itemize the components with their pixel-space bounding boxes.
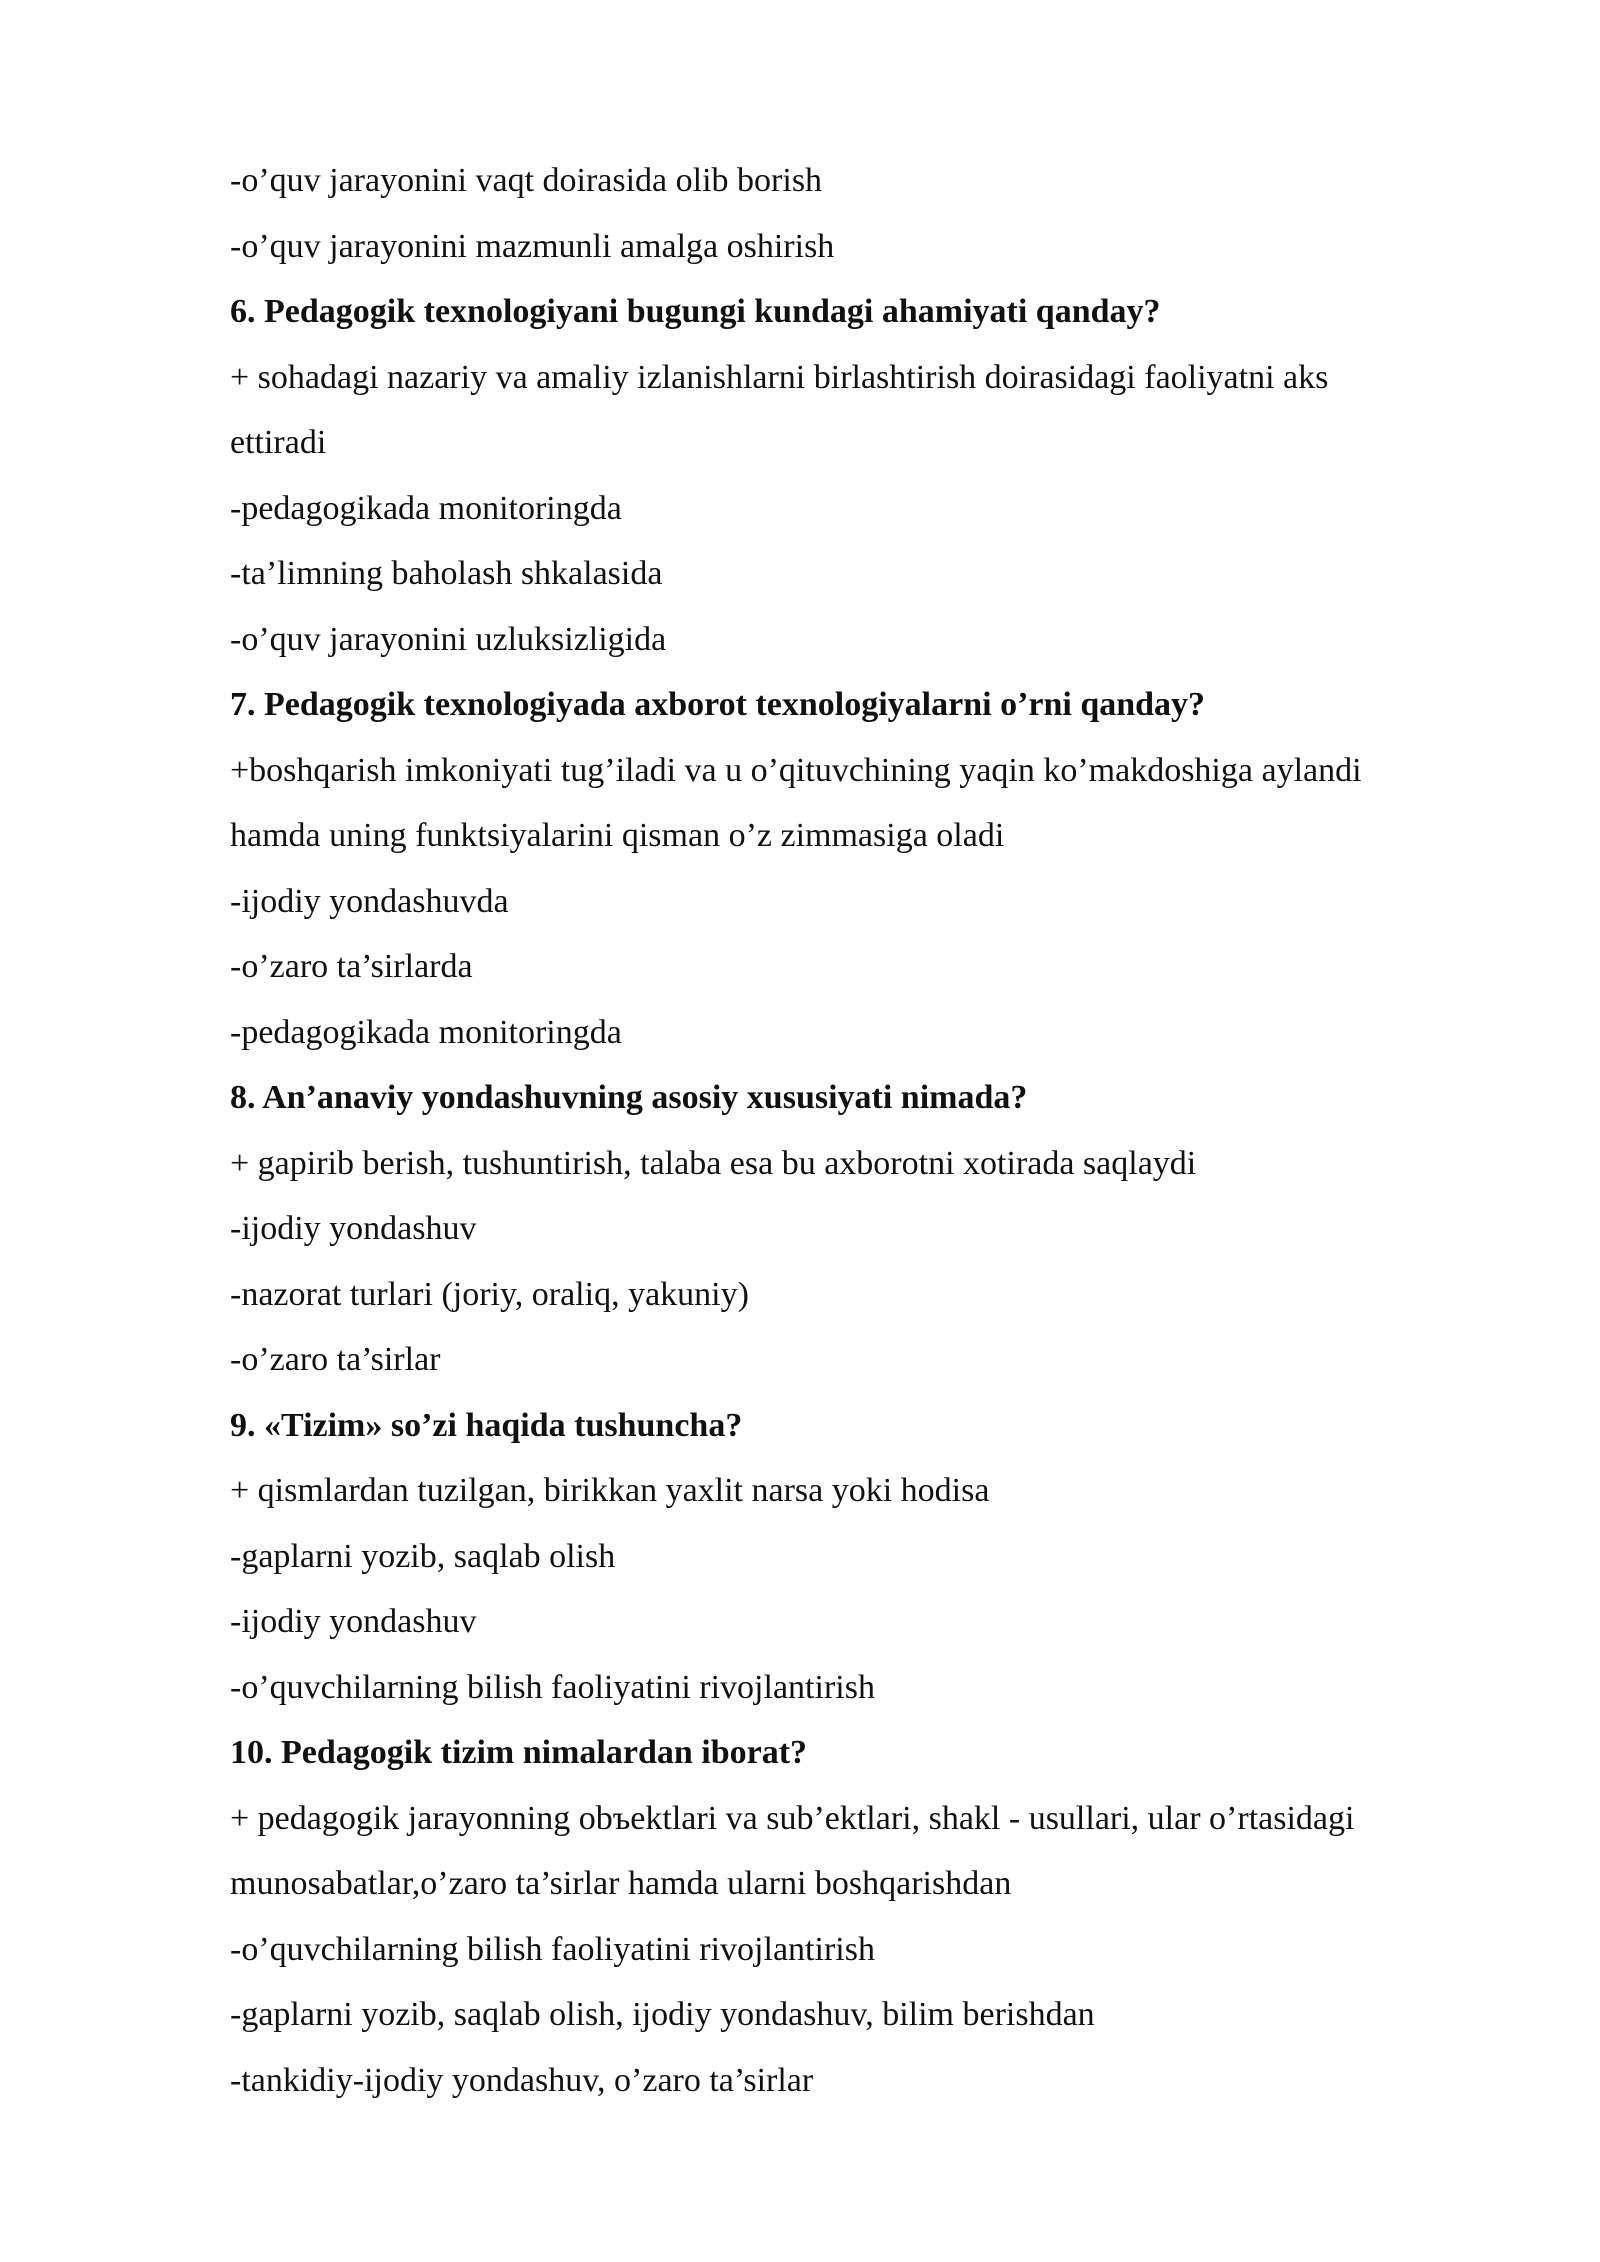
correct-answer-line: + qismlardan tuzilgan, birikkan yaxlit narsa yoki hodisa — [230, 1472, 990, 1509]
option-line: -gaplarni yozib, saqlab olish, ijodiy yondashuv, bilim berishdan — [230, 1996, 1095, 2033]
correct-answer-line: munosabatlar,o’zaro ta’sirlar hamda ularni boshqarishdan — [230, 1865, 1012, 1902]
option-line: -o’quv jarayonini vaqt doirasida olib borish — [230, 162, 823, 199]
question-title: 6. Pedagogik texnologiyani bugungi kundagi ahamiyati qanday? — [230, 293, 1161, 330]
option-line: -ta’limning baholash shkalasida — [230, 555, 663, 592]
option-line: -nazorat turlari (joriy, oraliq, yakuniy) — [230, 1275, 749, 1313]
option-line: -ijodiy yondashuv — [230, 1603, 477, 1640]
question-block-8 — [230, 1065, 1520, 1393]
document-page — [230, 148, 1520, 2113]
question-block-10 — [230, 1720, 1520, 2113]
question-title: 8. An’anaviy yondashuvning asosiy xususiyati nimada? — [230, 1079, 1028, 1116]
question-title: 10. Pedagogik tizim nimalardan iborat? — [230, 1734, 808, 1771]
option-line: -o’quv jarayonini mazmunli amalga oshirish — [230, 227, 835, 265]
option-line: -o’zaro ta’sirlar — [230, 1341, 441, 1378]
option-line: -tankidiy-ijodiy yondashuv, o’zaro ta’sirlar — [230, 2061, 814, 2099]
option-line: -gaplarni yozib, saqlab olish — [230, 1537, 616, 1575]
option-line: -o’quvchilarning bilish faoliyatini rivojlantirish — [230, 1930, 875, 1968]
option-line: -o’quvchilarning bilish faoliyatini rivojlantirish — [230, 1668, 875, 1706]
option-line: -ijodiy yondashuv — [230, 1210, 477, 1247]
question-block-9 — [230, 1393, 1520, 1721]
option-line: -o’quv jarayonini uzluksizligida — [230, 620, 667, 658]
question-block-6 — [230, 279, 1520, 672]
correct-answer-line: + sohadagi nazariy va amaliy izlanishlarni birlashtirish doirasidagi faoliyatni aks — [230, 358, 1329, 396]
correct-answer-line: +boshqarish imkoniyati tug’iladi va u o’qituvchining yaqin ko’makdoshiga aylandi — [230, 751, 1362, 789]
option-line: -o’zaro ta’sirlarda — [230, 948, 473, 985]
correct-answer-line: + gapirib berish, tushuntirish, talaba esa bu axborotni xotirada saqlaydi — [230, 1144, 1197, 1182]
correct-answer-line: ettiradi — [230, 424, 327, 461]
correct-answer-line: + pedagogik jarayonning obъektlari va sub’ektlari, shakl - usullari, ular o’rtasidagi — [230, 1799, 1355, 1837]
lead-options — [230, 148, 1520, 279]
question-title: 9. «Tizim» so’zi haqida tushuncha? — [230, 1406, 743, 1444]
question-title: 7. Pedagogik texnologiyada axborot texnologiyalarni o’rni qanday? — [230, 686, 1206, 723]
question-block-7 — [230, 672, 1520, 1065]
option-line: -pedagogikada monitoringda — [230, 1013, 622, 1051]
option-line: -pedagogikada monitoringda — [230, 489, 622, 527]
correct-answer-line: hamda uning funktsiyalarini qisman o’z zimmasiga oladi — [230, 817, 1005, 854]
option-line: -ijodiy yondashuvda — [230, 882, 509, 920]
